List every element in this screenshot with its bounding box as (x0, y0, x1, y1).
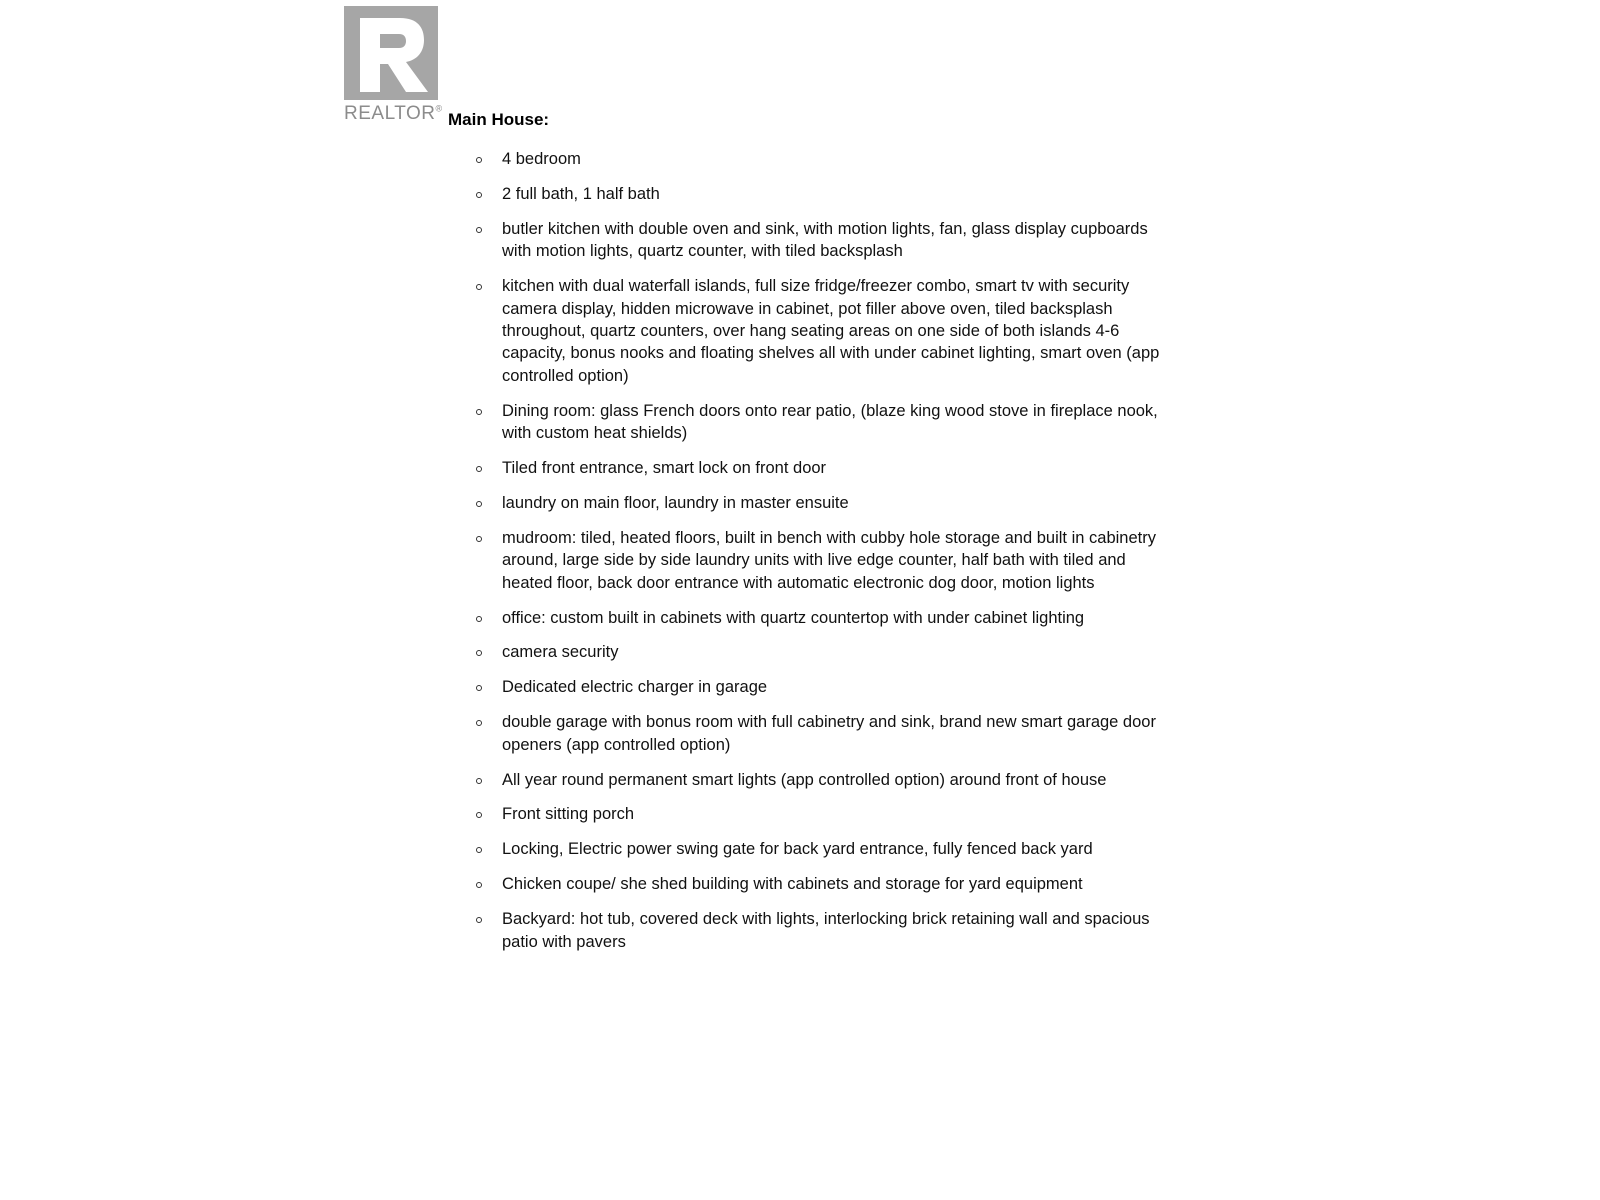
feature-item (476, 838, 1176, 860)
feature-text: Dedicated electric charger in garage (502, 678, 768, 697)
feature-text: Dining room: glass French doors onto rear patio, (blaze king wood stove in fireplace nook, with custom heat shields) (502, 401, 1158, 443)
hollow-circle-bullet-icon (476, 720, 482, 726)
hollow-circle-bullet-icon (476, 847, 482, 853)
feature-text: butler kitchen with double oven and sink, with motion lights, fan, glass display cupboards with motion lights, quartz counter, with tiled backsplash (502, 219, 1148, 261)
feature-item (476, 457, 1176, 479)
feature-text: All year round permanent smart lights (app controlled option) around front of house (502, 770, 1107, 789)
hollow-circle-bullet-icon (476, 501, 482, 507)
feature-item (476, 873, 1176, 895)
feature-text: mudroom: tiled, heated floors, built in bench with cubby hole storage and built in cabinetry around, large side by side laundry units with live edge counter, half bath with tiled and heated floor, back door entrance with automatic electronic dog door, motion lights (502, 528, 1156, 592)
feature-text: laundry on main floor, laundry in master ensuite (502, 493, 849, 512)
hollow-circle-bullet-icon (476, 616, 482, 622)
feature-text: 2 full bath, 1 half bath (502, 184, 660, 203)
hollow-circle-bullet-icon (476, 227, 482, 233)
feature-text: Chicken coupe/ she shed building with cabinets and storage for yard equipment (502, 875, 1083, 894)
hollow-circle-bullet-icon (476, 917, 482, 923)
feature-text: Front sitting porch (502, 805, 635, 824)
feature-item (476, 183, 1176, 205)
registered-mark: ® (435, 103, 443, 114)
feature-text: 4 bedroom (502, 150, 581, 168)
feature-item (476, 711, 1176, 756)
feature-list (476, 148, 1176, 965)
feature-text: kitchen with dual waterfall islands, full size fridge/freezer combo, smart tv with security camera display, hidden microwave in cabinet, pot filler above oven, tiled backsplash throughout, quartz counters, over hang seating areas on one side of both islands 4-6 capacity, bonus nooks and floating shelves all with under cabinet lighting, smart oven (app controlled option) (502, 277, 1160, 385)
section-title: Main House: (448, 110, 550, 129)
hollow-circle-bullet-icon (476, 812, 482, 818)
hollow-circle-bullet-icon (476, 650, 482, 656)
feature-item (476, 641, 1176, 663)
hollow-circle-bullet-icon (476, 409, 482, 415)
feature-text: double garage with bonus room with full cabinetry and sink, brand new smart garage door openers (app controlled option) (502, 713, 1156, 754)
hollow-circle-bullet-icon (476, 882, 482, 888)
feature-item (476, 527, 1176, 594)
feature-item (476, 218, 1176, 263)
hollow-circle-bullet-icon (476, 192, 482, 198)
feature-item (476, 148, 1176, 170)
hollow-circle-bullet-icon (476, 157, 482, 163)
hollow-circle-bullet-icon (476, 536, 482, 542)
realtor-logo (344, 6, 450, 130)
feature-text: Backyard: hot tub, covered deck with lights, interlocking brick retaining wall and spacious patio with pavers (502, 910, 1150, 951)
hollow-circle-bullet-icon (476, 284, 482, 290)
hollow-circle-bullet-icon (476, 685, 482, 691)
hollow-circle-bullet-icon (476, 778, 482, 784)
feature-item (476, 607, 1176, 629)
feature-item (476, 676, 1176, 698)
feature-item (476, 769, 1176, 791)
feature-text: camera security (502, 643, 619, 662)
feature-item (476, 803, 1176, 825)
feature-text: Locking, Electric power swing gate for back yard entrance, fully fenced back yard (502, 840, 1093, 859)
realtor-wordmark (344, 104, 442, 123)
realtor-wordmark-text: REALTOR (344, 103, 436, 124)
feature-text: office: custom built in cabinets with quartz countertop with under cabinet lighting (502, 608, 1085, 627)
realtor-r-logo-icon (344, 6, 438, 100)
feature-item (476, 908, 1176, 953)
feature-text: Tiled front entrance, smart lock on front door (502, 458, 827, 477)
feature-item (476, 492, 1176, 514)
hollow-circle-bullet-icon (476, 466, 482, 472)
feature-item (476, 275, 1176, 387)
feature-item (476, 400, 1176, 445)
